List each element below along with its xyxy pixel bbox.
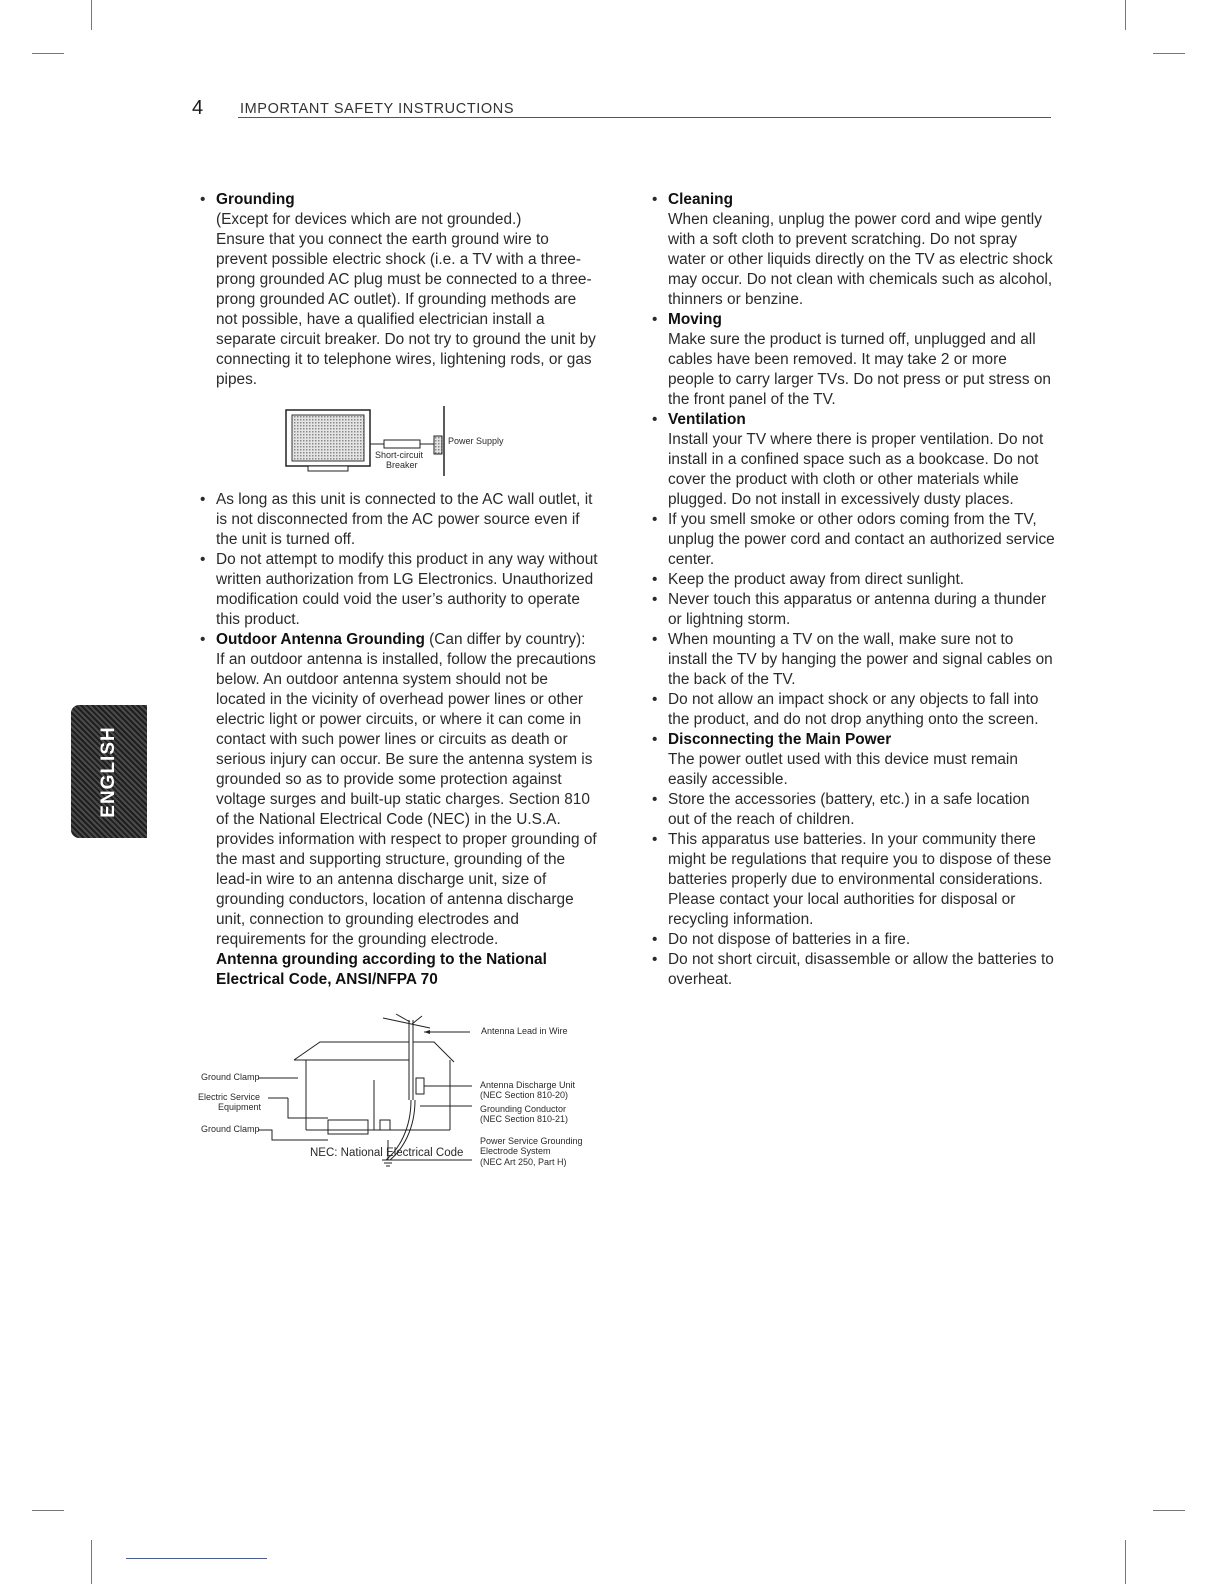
power-supply-label: Power Supply <box>448 436 504 446</box>
grounding-conductor-label: Grounding Conductor <box>480 1104 567 1114</box>
bullet: • <box>652 191 658 208</box>
list-item: • When mounting a TV on the wall, make sure not to install the TV by hanging the power and signal cables on the back of the TV. <box>652 631 1053 688</box>
crop-mark <box>1153 53 1185 54</box>
moving-heading: Moving <box>668 311 722 328</box>
list-item: • Keep the product away from direct sunlight. <box>652 571 964 588</box>
bullet: • <box>652 831 658 848</box>
lead-in-label: Antenna Lead in Wire <box>481 1026 568 1036</box>
power-outlet-icon <box>434 436 442 454</box>
left-column <box>198 190 598 1185</box>
antenna-heading: Outdoor Antenna Grounding <box>216 631 425 648</box>
list-item: • Do not allow an impact shock or any objects to fall into the product, and do not drop anything onto the screen. <box>652 691 1039 728</box>
antenna-heading-suffix: (Can differ by country): <box>424 631 586 648</box>
ground-clamp-top-label: Ground Clamp <box>201 1072 260 1082</box>
crop-mark <box>1153 1510 1185 1511</box>
antenna-grounding-section <box>198 630 598 990</box>
electric-service-label: Electric Service <box>198 1092 261 1102</box>
breaker-icon <box>384 440 420 448</box>
bullet: • <box>652 411 658 428</box>
list-item: • This apparatus use batteries. In your community there might be regulations that require you to dispose of these batteries properly due to environmental considerations. Please contact your local authorities for disposal or recycling information. <box>652 831 1052 928</box>
header-rule <box>238 117 1051 118</box>
moving-text: Make sure the product is turned off, unplugged and all cables have been removed. It may take 2 or more people to carry larger TVs. Do not press or put stress on the front panel of the TV. <box>668 331 1051 408</box>
ventilation-text: Install your TV where there is proper ventilation. Do not install in a confined space such as a bookcase. Do not cover the product with cloth or other materials while plugged. Do not install in excessively dusty places. <box>668 431 1044 508</box>
list-item: • Do not dispose of batteries in a fire. <box>652 931 911 948</box>
crop-mark <box>32 53 64 54</box>
crop-mark <box>32 1510 64 1511</box>
disconnecting-heading: Disconnecting the Main Power <box>668 731 892 748</box>
disconnecting-text: The power outlet used with this device must remain easily accessible. <box>668 751 1018 788</box>
bullet: • <box>200 631 206 648</box>
bullet: • <box>652 571 658 588</box>
ventilation-heading: Ventilation <box>668 411 746 428</box>
moving-section <box>650 310 1055 410</box>
page-title: IMPORTANT SAFETY INSTRUCTIONS <box>240 101 515 117</box>
grounding-heading: Grounding <box>216 191 295 208</box>
bullet: • <box>200 491 206 508</box>
cleaning-heading: Cleaning <box>668 191 733 208</box>
right-column <box>650 190 1055 990</box>
nec-caption: NEC: National Electrical Code <box>310 1147 464 1159</box>
cleaning-text: When cleaning, unplug the power cord and wipe gently with a soft cloth to prevent scratching. Do not spray water or other liquids directly on the TV as electric shock may occur. Do not clean with chemicals such as alcohol, thinners or benzine. <box>668 211 1053 308</box>
list-item: • Do not short circuit, disassemble or allow the batteries to overheat. <box>652 951 1054 988</box>
list-item: • Store the accessories (battery, etc.) in a safe location out of the reach of children. <box>652 791 1030 828</box>
bullet: • <box>652 591 658 608</box>
list-item: • As long as this unit is connected to the AC wall outlet, it is not disconnected from the AC power source even if the unit is turned off. <box>200 491 593 548</box>
bullet: • <box>652 791 658 808</box>
bullet: • <box>652 931 658 948</box>
crop-mark <box>1125 0 1126 30</box>
equipment-label: Equipment <box>218 1102 262 1112</box>
antenna-subheading: Antenna grounding according to the National Electrical Code, ANSI/NFPA 70 <box>216 951 547 988</box>
cleaning-section <box>650 190 1055 310</box>
language-tab <box>71 705 147 838</box>
circuit-breaker-figure <box>198 398 598 484</box>
crop-mark <box>1125 1540 1126 1584</box>
list-item: • Do not attempt to modify this product in any way without written authorization from LG Electronics. Unauthorized modification could void the user’s authority to operate this product. <box>200 551 598 628</box>
bullet: • <box>652 311 658 328</box>
conductor-section-label: (NEC Section 810-21) <box>480 1114 569 1124</box>
crop-mark <box>91 0 92 30</box>
list-item: • Never touch this apparatus or antenna during a thunder or lightning storm. <box>652 591 1047 628</box>
antenna-text: If an outdoor antenna is installed, follow the precautions below. An outdoor antenna system should not be located in the vicinity of overhead power lines or other electric light or power circuits, or where it can come in contact with such power lines or circuits as death or serious injury can occur. Be sure the antenna system is grounded so as to provide some protection against voltage surges and built-up static charges. Section 810 of the National Electrical Code (NEC) in the U.S.A. provides information with respect to proper grounding of the mast and supporting structure, grounding of the lead-in wire to an antenna discharge unit, size of grounding conductors, location of antenna discharge unit, connection to grounding electrodes and requirements for the grounding electrode. <box>216 651 597 948</box>
bullet: • <box>200 551 206 568</box>
electrode-label-2: Electrode System <box>480 1146 551 1156</box>
bullet: • <box>652 731 658 748</box>
discharge-section-label: (NEC Section 810-20) <box>480 1090 569 1100</box>
crop-mark <box>91 1540 92 1584</box>
bullet: • <box>652 631 658 648</box>
short-circuit-label: Short-circuit <box>375 450 424 460</box>
bullet: • <box>652 691 658 708</box>
breaker-label: Breaker <box>386 460 418 470</box>
grounding-text: Ensure that you connect the earth ground wire to prevent possible electric shock (i.e. a TV with a three-prong grounded AC plug must be connected to a three-prong grounded AC outlet). If grounding methods are not possible, have a qualified electrician install a separate circuit breaker. Do not try to ground the unit by connecting it to telephone wires, lightening rods, or gas pipes. <box>216 231 596 388</box>
page-number: 4 <box>192 97 204 119</box>
bullet: • <box>200 191 206 208</box>
bullet: • <box>652 511 658 528</box>
electrode-label-3: (NEC Art 250, Part H) <box>480 1157 567 1167</box>
disconnecting-section <box>650 730 1055 790</box>
discharge-unit-label: Antenna Discharge Unit <box>480 1080 576 1090</box>
bullet: • <box>652 951 658 968</box>
ventilation-section <box>650 410 1055 510</box>
language-tab-label: ENGLISH <box>98 725 119 818</box>
list-item: • If you smell smoke or other odors coming from the TV, unplug the power cord and contact an authorized service center. <box>652 511 1055 568</box>
grounding-note: (Except for devices which are not grounded.) <box>216 211 522 228</box>
grounding-section <box>198 190 598 390</box>
ground-clamp-bottom-label: Ground Clamp <box>201 1124 260 1134</box>
footer-link-underline <box>126 1558 267 1559</box>
circuit-breaker-diagram <box>198 398 598 484</box>
electrode-label-1: Power Service Grounding <box>480 1136 583 1146</box>
antenna-grounding-figure <box>198 1000 598 1185</box>
